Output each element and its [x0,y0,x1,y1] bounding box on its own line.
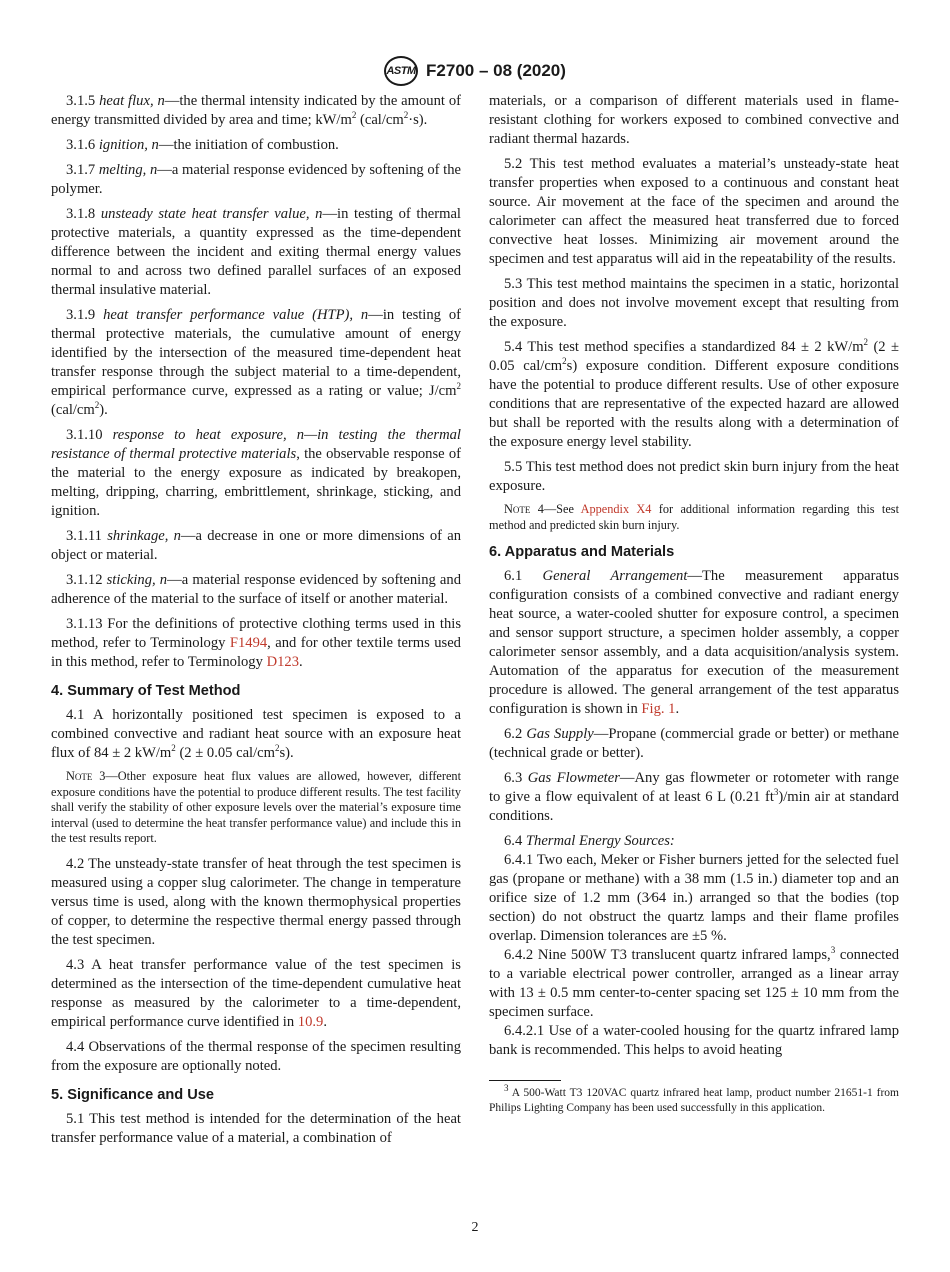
section-3-1-8: 3.1.8 unsteady state heat transfer value, n—in testing of thermal protective materials, a quantity expressed as the time-dependent difference between the incident and exiting thermal energy values normal to and across two defined parallel surfaces of an exposed thermal insulative material. [51,206,461,298]
section-5-1: 5.1 This test method is intended for the determination of the heat transfer performance value of a material, a combination of [51,1110,461,1146]
section-6-heading: 6. Apparatus and Materials [489,544,675,560]
section-3-1-13: 3.1.13 For the definitions of protective clothing terms used in this method, refer to Terminology F1494, and for other textile terms used in this method, refer to Terminology D123. [51,616,461,670]
section-4-1: 4.1 A horizontally positioned test specimen is exposed to a combined convective and radiant heat source with an exposure heat flux of 84 ± 2 $kW/m^2$ (2 ± 0.05 cal/$cm^2s$). [51,707,461,761]
section-4-4: 4.4 Observations of the thermal response of the specimen resulting from the exposure are optionally noted. [51,1038,461,1074]
page-header [0,56,950,86]
d123-link[interactable]: D123 [266,654,299,670]
section-3-1-5: 3.1.5 heat flux, n—the thermal intensity indicated by the amount of energy transmitted divided by area and time; $kW/m^2$ $(cal/cm^2\cdot s)$. [51,93,461,128]
section-4-3: 4.3 A heat transfer performance value of the test specimen is determined as the intersection of the time-dependent cumulative heat response as measured by the calorimeter to a time-dependent, empirical performance curve identified in 10.9. [51,956,461,1030]
section-3-1-9: 3.1.9 heat transfer performance value (HTP), n—in testing of thermal protective materials, the cumulative amount of energy identified by the intersection of the measured time-dependent heat transfer response through the subject material to a time-dependent, empirical performance curve, expressed as a rating or value; $J/cm^2$ $(cal/cm^2)$. [51,307,461,418]
section-6-2: 6.2 Gas Supply—Propane (commercial grade or better) or methane (technical grade or better). [489,726,899,761]
fig-1-link[interactable]: Fig. 1 [641,701,676,717]
f1494-link[interactable]: F1494 [229,635,268,651]
page-number: 2 [471,1220,479,1235]
section-5-heading: 5. Significance and Use [51,1086,215,1103]
section-3-1-7: 3.1.7 melting, n—a material response evidenced by softening of the polymer. [51,162,462,197]
document-id: F2700 – 08 (2020) [426,61,566,80]
section-6-4-1: 6.4.1 Two each, Meker or Fisher burners jetted for the selected fuel gas (propane or methane) with a 38 mm (1.5 in.) diameter top and an orifice size of 1.2 mm (3⁄64 in.) arranged so that the bodies (top section) do not obstruct the quartz lamps and their flame profiles overlap. Dimension tolerances are ±5 %. [489,852,899,944]
section-3-1-10: 3.1.10 response to heat exposure, n—in testing the thermal resistance of thermal protective materials, the observable response of the material to the energy exposure as indicated by breakopen, melting, dripping, charring, embrittlement, shrinkage, sticking, and ignition. [51,427,461,519]
section-4-2: 4.2 The unsteady-state transfer of heat through the test specimen is measured using a copper slug calorimeter. The change in temperature versus time is used, along with the known thermophysical properties of copper, to determine the respective thermal energy passed through the test specimen. [51,855,461,948]
section-6-3: 6.3 Gas Flowmeter—Any gas flowmeter or rotometer with range to give a flow equivalent of at least 6 L (0.21 $ft^3)/\min$ air at standard conditions. [489,770,899,824]
section-4-heading: 4. Summary of Test Method [51,683,241,699]
right-column [489,92,899,1116]
section-5-2: 5.2 This test method evaluates a material’s unsteady-state heat transfer properties when exposed to a continuous and constant heat source. Air movement at the face of the specimen and around the calorimeter can affect the measured heat transferred due to forced convective heat losses. Minimizing air movement around the specimen and test apparatus will aid in the repeatability of the results. [489,156,899,267]
note-4: Note 4—See Appendix X4 for additional information regarding this test method and predicted skin burn injury. [489,502,900,532]
section-5-1-continued: materials, or a comparison of different materials used in flame-resistant clothing for workers exposed to combined convective and radiant thermal hazards. [489,93,899,147]
section-10-9-link[interactable]: 10.9 [297,1013,324,1030]
section-6-1: 6.1 General Arrangement—The measurement apparatus configuration consists of a combined convective and radiant energy heat source, a water-cooled shutter for exposure control, a specimen and sensor support structure, a specimen holder assembly, a copper calorimeter sensor assembly, and a data acquisition/analysis system. Automation of the apparatus for execution of the measurement procedure is allowed. The general arrangement of the test apparatus configuration is shown in Fig. 1. [489,568,900,717]
footnote-3: $^3$ A 500-Watt T3 120VAC quartz infrared heat lamp, product number 21651-1 from Philips Lighting Company has been used successfully in this application. [489,1083,899,1114]
note-3: Note 3—Other exposure heat flux values are allowed, however, different exposure conditions have the potential to produce different results. The test facility shall verify the stability of other exposure levels over the material’s exposure time interval (used to determine the heat transfer performance value) and include this in the test results report. [51,769,461,845]
section-6-4-2: 6.4.2 Nine 500W T3 translucent quartz infrared lamps,$^3$ connected to a variable electrical power controller, arranged as a linear array with 13 ± 0.5 mm center-to-center spacing set 125 ± 10 mm from the specimen surface. [489,945,899,1020]
section-3-1-6: 3.1.6 ignition, n—the initiation of combustion. [66,137,339,153]
appendix-x4-link[interactable]: Appendix X4 [580,502,652,516]
section-3-1-11: 3.1.11 shrinkage, n—a decrease in one or more dimensions of an object or material. [51,528,461,563]
section-5-3: 5.3 This test method maintains the specimen in a static, horizontal position and does not involve movement except that resulting from the exposure. [489,276,899,330]
left-column [51,92,461,1154]
astm-logo: ASTM [384,56,418,86]
section-6-4-2-1: 6.4.2.1 Use of a water-cooled housing for the quartz infrared lamp bank is recommended. This helps to avoid heating [489,1023,899,1058]
section-5-5: 5.5 This test method does not predict skin burn injury from the heat exposure. [489,459,899,494]
section-5-4: 5.4 This test method specifies a standardized 84 ± 2 $kW/m^2$ (2 ± 0.05 cal/$cm^2s$) exposure condition. Different exposure conditions have the potential to produce different results. Use of other exposure conditions that are representative of the expected hazard are allowed but shall be reported with the results along with a determination of the exposure energy level stability. [489,337,899,450]
section-3-1-12: 3.1.12 sticking, n—a material response evidenced by softening and adherence of the material to the surface of itself or another material. [51,572,461,607]
footnote-rule [489,1080,561,1081]
section-6-4: 6.4 Thermal Energy Sources: [504,833,675,849]
